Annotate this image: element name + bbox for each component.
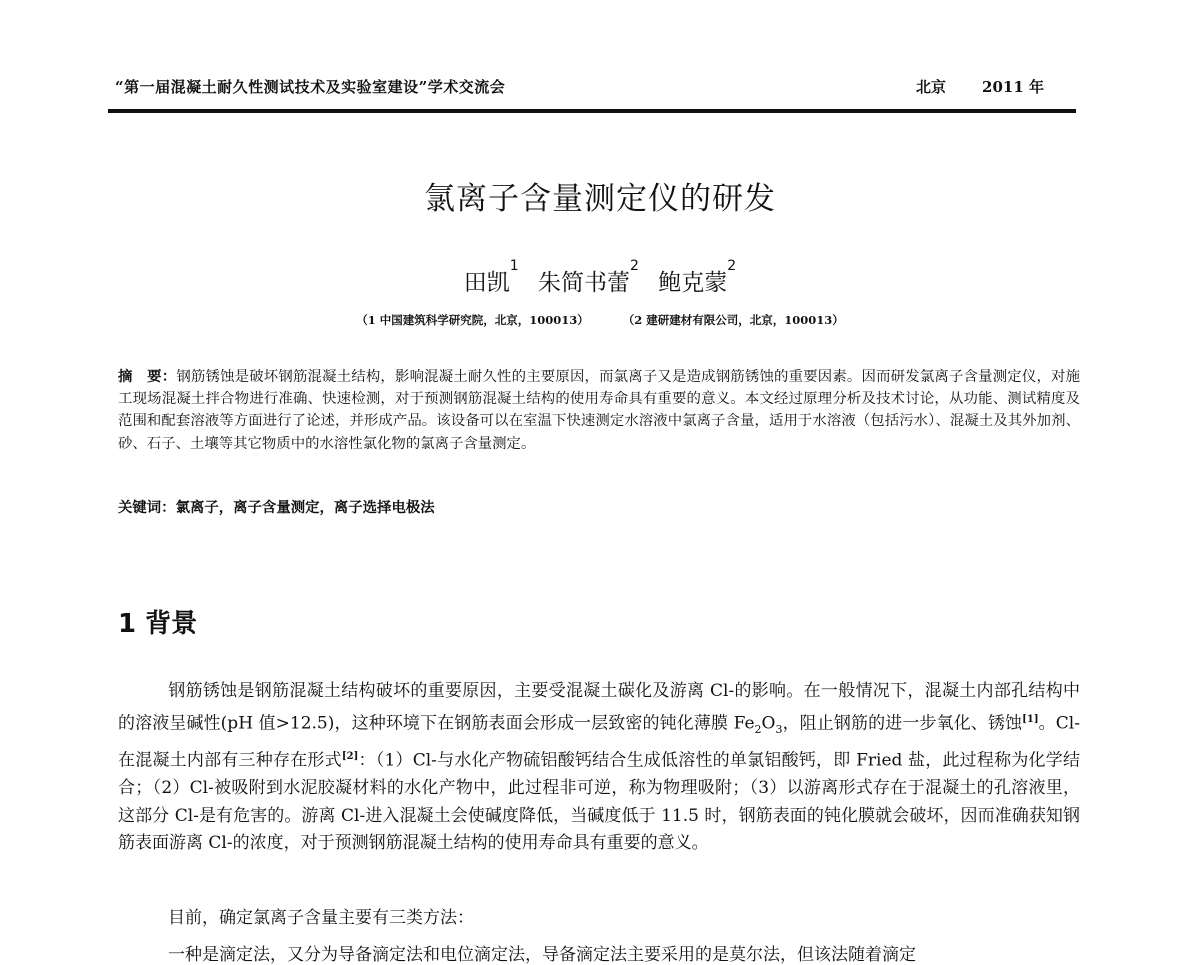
affiliation: （1 中国建筑科学研究院，北京，100013） [356, 313, 589, 327]
abstract-text: 钢筋锈蚀是破坏钢筋混凝土结构，影响混凝土耐久性的主要原因，而氯离子又是造成钢筋锈蚀的重要因素。因而研发氯离子含量测定仪，对施工现场混凝土拌合物进行准确、快速检测，对于预测钢筋混凝土结构的使用寿命具有重要的意义。本文经过原理分析及技术讨论，从功能、测试精度及范围和配套溶液等方面进行了论述，并形成产品。该设备可以在室温下快速测定水溶液中氯离子含量，适用于水溶液（包括污水）、混凝土及其外加剂、砂、石子、土壤等其它物质中的水溶性氯化物的氯离子含量测定。 [118, 369, 1080, 452]
paper-title: 氯离子含量测定仪的研发 [424, 181, 776, 217]
header-city: 北京 [916, 78, 947, 96]
keywords-label: 关键词： [118, 499, 176, 516]
keywords-text: 氯离子，离子含量测定，离子选择电极法 [175, 499, 435, 516]
header-year: 2011 年 [982, 78, 1044, 96]
header-city-year [916, 76, 1044, 97]
affiliation: （2 建研建材有限公司，北京，100013） [622, 313, 844, 327]
paragraph-text: O [761, 713, 776, 734]
body-paragraph [118, 678, 1080, 858]
paragraph-text: 钢筋锈蚀是钢筋混凝土结构破坏的重要原因，主要受混凝土碳化及游离 Cl-的影响。在一般情况下，混凝土内部孔结构中的溶液呈碱性(pH 值>12.5)，这种环境下在钢筋表面会形成一层致密的钝化薄膜 Fe [118, 681, 1080, 734]
body-paragraph: 目前，确定氯离子含量主要有三类方法： [168, 908, 474, 928]
citation-ref: [1] [1022, 713, 1039, 725]
conference-header: “第一届混凝土耐久性测试技术及实验室建设”学术交流会 [115, 78, 506, 96]
paragraph-text: 。Cl-在混凝土内部有三种存在形式 [118, 713, 1080, 771]
paragraph-text: ，阻止钢筋的进一步氧化、锈蚀 [782, 713, 1023, 734]
section-heading: 1 背景 [118, 609, 198, 639]
author-list [0, 258, 1200, 297]
author-affiliation-mark: 2 [727, 258, 737, 274]
header-rule [108, 109, 1076, 113]
affiliations [0, 312, 1200, 328]
author-name: 鲍克蒙 [658, 270, 728, 296]
author-affiliation-mark: 2 [630, 258, 639, 274]
author-name: 田凯 [463, 270, 510, 296]
body-paragraph-partial: 一种是滴定法，又分为导备滴定法和电位滴定法，导备滴定法主要采用的是莫尔法，但该法随着滴定 [168, 945, 916, 965]
author-name: 朱简书蕾 [538, 270, 631, 296]
subscript: 3 [775, 722, 783, 736]
subscript: 2 [754, 722, 762, 736]
paragraph-text: ：（1）Cl-与水化产物硫铝酸钙结合生成低溶性的单氯铝酸钙，即 Fried 盐，此过程称为化学结合；（2）Cl-被吸附到水泥胶凝材料的水化产物中，此过程非可逆，称为物理吸附；（3）以游离形式存在于混凝土的孔溶液里，这部分 Cl-是有危害的。游离 Cl-进入混凝土会使碱度降低，当碱度低于 11.5 时，钢筋表面的钝化膜就会破坏，因而准确获知钢筋表面游离 Cl-的浓度，对于预测钢筋混凝土结构的使用寿命具有重要的意义。 [118, 750, 1081, 854]
author-affiliation-mark: 1 [509, 258, 519, 274]
abstract-label: 摘 要： [118, 369, 177, 385]
keywords [118, 496, 1080, 517]
citation-ref: [2] [341, 751, 359, 763]
abstract [118, 366, 1080, 455]
